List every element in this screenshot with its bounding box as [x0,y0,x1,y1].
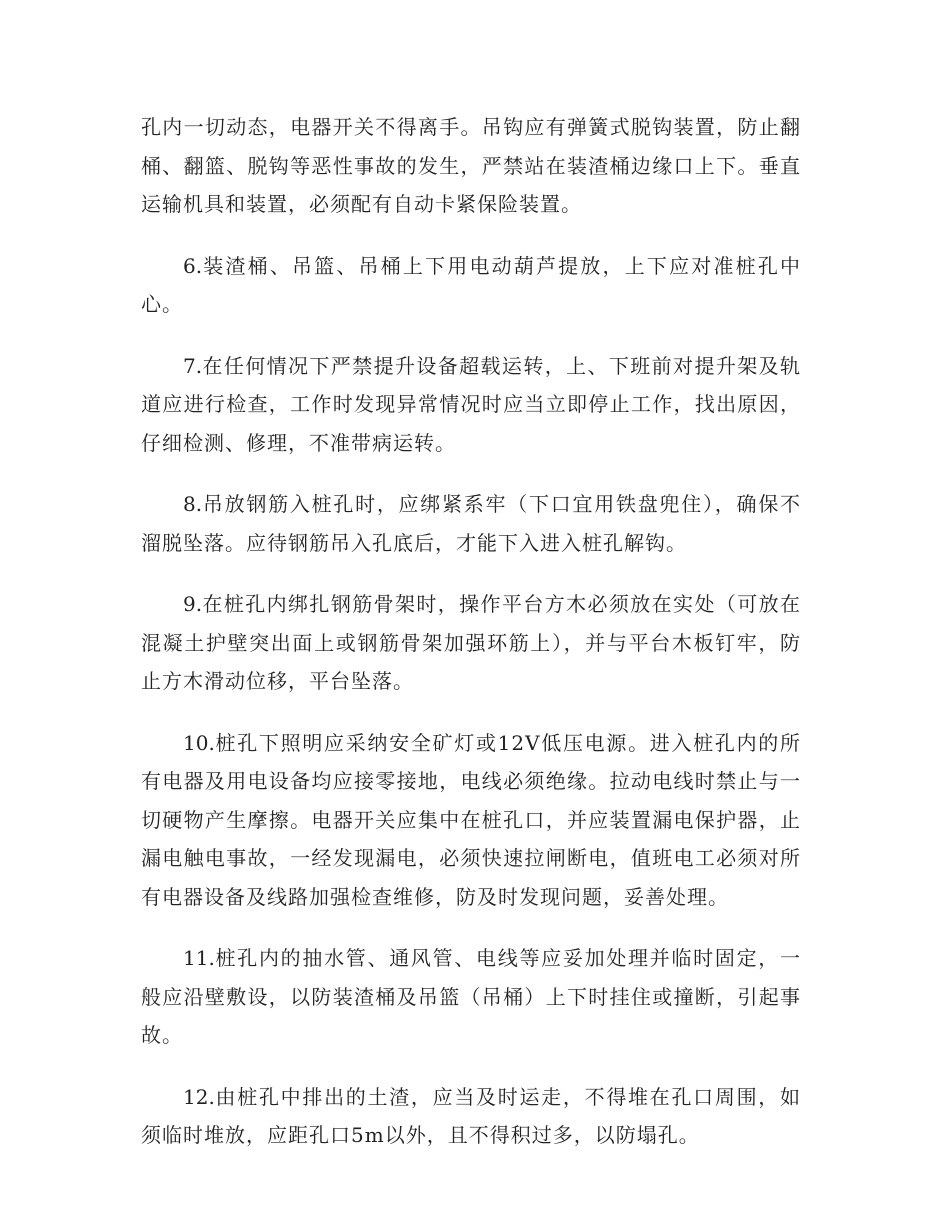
paragraph-text: 在桩孔内绑扎钢筋骨架时，操作平台方木必须放在实处（可放在混凝土护壁突出面上或钢筋骨架加强环筋上），并与平台木板钉牢，防止方木滑动位移，平台坠落。 [141,592,801,693]
paragraph-item-12 [141,1078,801,1155]
paragraph-text: 在任何情况下严禁提升设备超载运转，上、下班前对提升架及轨道应进行检查，工作时发现异常情况时应当立即停止工作，找出原因，仔细检测、修理，不准带病运转。 [141,353,801,455]
paragraph-item-7 [141,347,801,463]
paragraph-text: 桩孔下照明应采纳安全矿灯或12V低压电源。进入桩孔内的所有电器及用电设备均应接零接地，电线必须绝缘。拉动电线时禁止与一切硬物产生摩擦。电器开关应集中在桩孔口，并应装置漏电保护器，止漏电触电事故，一经发现漏电，必须快速拉闸断电，值班电工必须对所有电器设备及线路加强检查维修，防及时发现问题，妥善处理。 [141,730,801,909]
paragraph-continuation [141,108,801,224]
item-number: 9. [183,592,203,616]
item-number: 11. [183,946,215,970]
item-number: 8. [183,492,203,516]
paragraph-text: 孔内一切动态，电器开关不得离手。吊钩应有弹簧式脱钩装置，防止翻桶、翻篮、脱钩等恶性事故的发生，严禁站在装渣桶边缘口上下。垂直运输机具和装置，必须配有自动卡紧保险装置。 [141,115,801,216]
document-body [141,108,801,1178]
paragraph-text: 吊放钢筋入桩孔时，应绑紧系牢（下口宜用铁盘兜住），确保不溜脱坠落。应待钢筋吊入孔底后，才能下入进入桩孔解钩。 [141,492,801,555]
item-number: 7. [183,353,203,378]
paragraph-item-6 [141,247,801,324]
item-number: 12. [183,1084,215,1109]
paragraph-item-11 [141,939,801,1055]
paragraph-text: 桩孔内的抽水管、通风管、电线等应妥加处理并临时固定，一般应沿壁敷设，以防装渣桶及吊篮（吊桶）上下时挂住或撞断，引起事故。 [141,946,801,1047]
item-number: 10. [183,730,215,755]
paragraph-item-9 [141,585,801,701]
paragraph-item-8 [141,485,801,562]
paragraph-text: 装渣桶、吊篮、吊桶上下用电动葫芦提放，上下应对准桩孔中心。 [141,253,801,316]
item-number: 6. [183,253,203,278]
paragraph-text: 由桩孔中排出的土渣，应当及时运走，不得堆在孔口周围，如须临时堆放，应距孔口5m以外，且不得积过多，以防塌孔。 [141,1084,801,1147]
paragraph-item-10 [141,724,801,917]
